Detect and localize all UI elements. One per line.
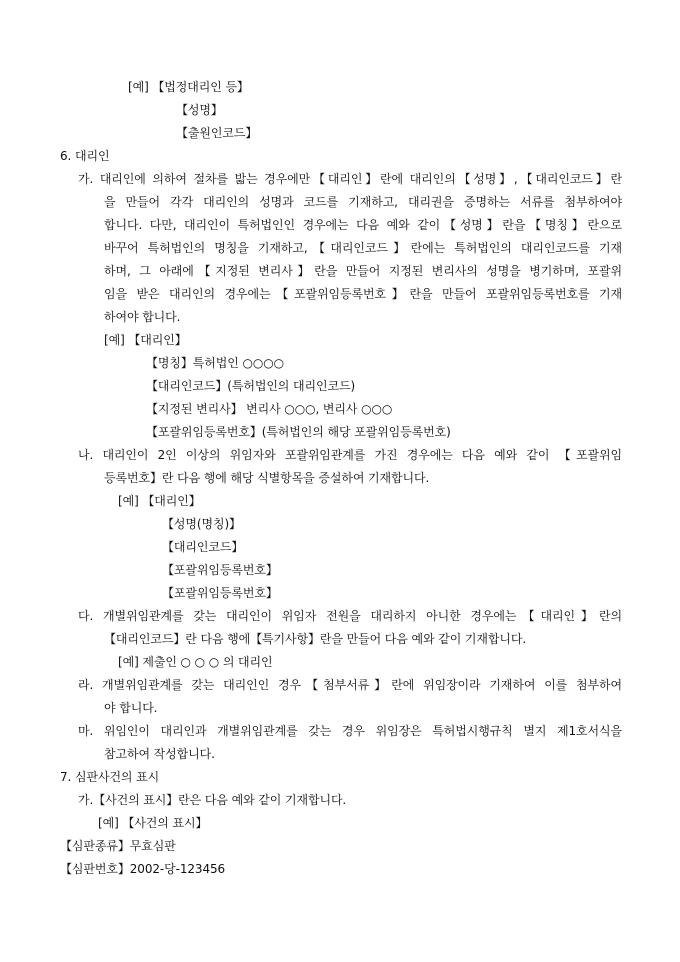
paragraph-ra-line: 야 합니다.	[104, 701, 158, 715]
example-field: 【명칭】특허법인 ○○○○	[146, 356, 284, 370]
example-label: [예] 【법정대리인 등】	[128, 80, 249, 94]
example-field: 【포괄위임등록번호】	[162, 586, 278, 600]
paragraph-na-line: 나. 대리인이 2인 이상의 위임자와 포괄위임관계를 가진 경우에는 다음 예와 같이 【포괄위임	[78, 448, 622, 462]
paragraph-na-line: 등록번호】란 다음 행에 해당 식별항목을 증설하여 기재합니다.	[104, 471, 430, 485]
paragraph-ga-line: 하며, 그 아래에【지정된 변리사】란을 만들어 지정된 변리사의 성명을 병기하며, 포괄위	[104, 264, 622, 278]
paragraph-ga-line: 을 만들어 각각 대리인의 성명과 코드를 기재하고, 대리권을 증명하는 서류를 첨부하여야	[104, 195, 622, 209]
example-label: [예] 【대리인】	[104, 333, 187, 347]
example-field: 【대리인코드】(특허법인의 대리인코드)	[146, 379, 356, 393]
field-applicant-code: 【출원인코드】	[176, 126, 258, 140]
example-field: 【심판번호】2002-당-123456	[60, 862, 226, 876]
example-field: 【포괄위임등록번호】(특허법인의 해당 포괄위임등록번호)	[146, 425, 451, 439]
paragraph-ga-line: 바꾸어 특허법인의 명칭을 기재하고,【대리인코드】란에는 특허법인의 대리인코드를 기재	[104, 241, 622, 255]
paragraph-da-line: 다. 개별위임관계를 갖는 대리인이 위임자 전원을 대리하지 아니한 경우에는【대리인】란의	[78, 609, 622, 623]
example-label: [예] 제출인 ○ ○ ○ 의 대리인	[118, 655, 273, 669]
paragraph-ra-line: 라. 개별위임관계를 갖는 대리인인 경우【첨부서류】란에 위임장이라 기재하여 이를 첨부하여	[78, 678, 622, 692]
paragraph-da-line: 【대리인코드】란 다음 행에【특기사항】란을 만들어 다음 예와 같이 기재합니다.	[104, 632, 527, 646]
section-heading-6: 6. 대리인	[60, 149, 110, 163]
example-field: 【성명(명칭)】	[162, 517, 241, 531]
paragraph-ga-line: 임을 받은 대리인의 경우에는【포괄위임등록번호】란을 만들어 포괄위임등록번호를 기재	[104, 287, 622, 301]
paragraph-ma-line: 참고하여 작성합니다.	[104, 747, 215, 761]
example-field: 【포괄위임등록번호】	[162, 563, 278, 577]
section-heading-7: 7. 심판사건의 표시	[60, 770, 160, 784]
paragraph-ma-line: 마. 위임인이 대리인과 개별위임관계를 갖는 경우 위임장은 특허법시행규칙 별지 제1호서식을	[78, 724, 622, 738]
field-name: 【성명】	[176, 103, 223, 117]
paragraph-ga-line: 가.【사건의 표시】란은 다음 예와 같이 기재합니다.	[78, 793, 347, 807]
example-field: 【지정된 변리사】 변리사 ○○○, 변리사 ○○○	[146, 402, 393, 416]
example-field: 【대리인코드】	[162, 540, 244, 554]
paragraph-ga-line: 가. 대리인에 의하여 절차를 밟는 경우에만【대리인】란에 대리인의【성명】,【대리인코드】란	[78, 172, 622, 186]
example-field: 【심판종류】무효심판	[60, 839, 176, 853]
example-label: [예] 【대리인】	[118, 494, 201, 508]
example-label: [예] 【사건의 표시】	[98, 816, 208, 830]
paragraph-ga-line: 하여야 합니다.	[104, 310, 181, 324]
paragraph-ga-line: 합니다. 다만, 대리인이 특허법인인 경우에는 다음 예와 같이【성명】란을【명칭】란으로	[104, 218, 622, 232]
